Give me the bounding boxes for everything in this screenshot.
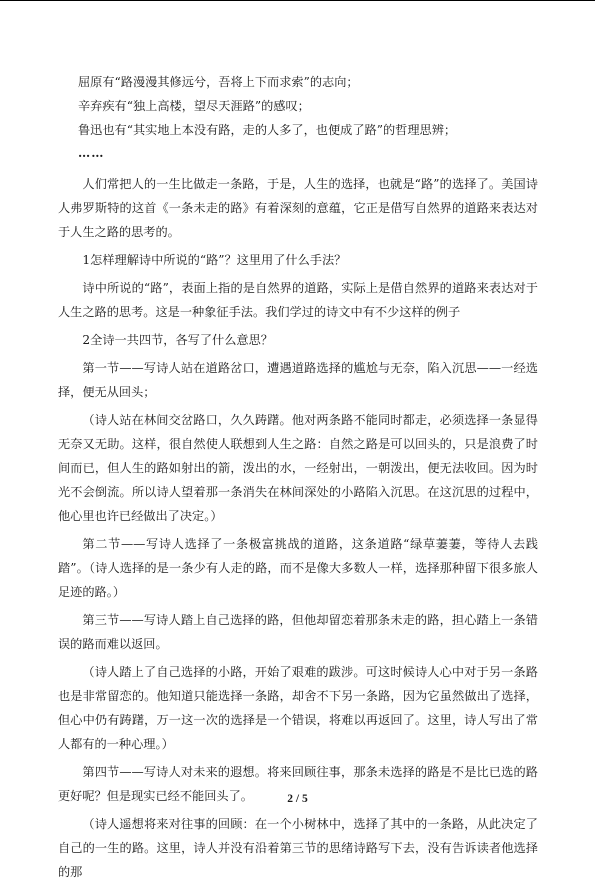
- quote-qu-yuan: 屈原有“路漫漫其修远兮，吾将上下而求索”的志向；: [78, 75, 359, 89]
- quote-xin-qiji: 辛弃疾有“独上高楼，望尽天涯路”的感叹；: [78, 99, 310, 113]
- answer-1: 诗中所说的“路”，表面上指的是自然界的道路，实际上是借自然界的道路来表达对于人生之路的思考。这是一种象征手法。我们学过的诗文中有不少这样的例子: [58, 281, 538, 319]
- ellipsis: ……: [78, 146, 105, 160]
- page-top-border: [0, 0, 595, 1]
- page-number: 2 / 5: [287, 793, 308, 805]
- document-body: [58, 72, 538, 888]
- question-1: 1怎样理解诗中所说的“路”？这里用了什么手法？: [82, 253, 347, 267]
- stanza-3-explanation: （诗人踏上了自己选择的小路，开始了艰难的跋涉。可这时候诗人心中对于另一条路也是非常留恋的。他知道只能选择一条路，却舍不下另一条路，因为它虽然做出了选择，但心中仍有踌躇，万一这一次的选择是一个错误，将难以再返回了。这里，诗人写出了常人都有的一种心理。）: [58, 665, 538, 751]
- stanza-2-summary: 第二节——写诗人选择了一条极富挑战的道路，这条道路“绿草萋萋，等待人去践踏”。（诗人选择的是一条少有人走的路，而不是像大多数人一样，选择那种留下很多旅人足迹的路。）: [58, 537, 538, 599]
- stanza-1-explanation: （诗人站在林间交岔路口，久久踌躇。他对两条路不能同时都走，必须选择一条显得无奈又无助。这样，很自然使人联想到人生之路：自然之路是可以回头的，只是浪费了时间而已，但人生的路如射出的箭，泼出的水，一经射出，一朝泼出，便无法收回。因为时光不会倒流。所以诗人望着那一条消失在林间深处的小路陷入沉思。在这沉思的过程中，他心里也许已经做出了决定。）: [58, 413, 538, 523]
- quote-lu-xun: 鲁迅也有“其实地上本没有路，走的人多了，也便成了路”的哲理思辨；: [78, 123, 457, 137]
- question-2: 2全诗一共四节，各写了什么意思？: [82, 333, 273, 347]
- stanza-1-summary: 第一节——写诗人站在道路岔口，遭遇道路选择的尴尬与无奈，陷入沉思——一经选择，便无从回头；: [58, 361, 538, 399]
- stanza-4-summary: 第四节——写诗人对未来的遐想。将来回顾往事，那条未选择的路是不是比已选的路更好呢？但是现实已经不能回头了。: [58, 765, 538, 803]
- paragraph-intro: 人们常把人的一生比做走一条路，于是，人生的选择，也就是“路”的选择了。美国诗人弗罗斯特的这首《一条未走的路》有着深刻的意蕴，它正是借写自然界的道路来表达对于人生之路的思考的。: [58, 177, 538, 239]
- stanza-3-summary: 第三节——写诗人踏上自己选择的路，但他却留恋着那条未走的路，担心踏上一条错误的路而难以返回。: [58, 613, 538, 651]
- stanza-4-explanation: （诗人遥想将来对往事的回顾：在一个小树林中，选择了其中的一条路，从此决定了自己的一生的路。这里，诗人并没有沿着第三节的思绪诗路写下去，没有告诉读者他选择的那: [58, 817, 538, 879]
